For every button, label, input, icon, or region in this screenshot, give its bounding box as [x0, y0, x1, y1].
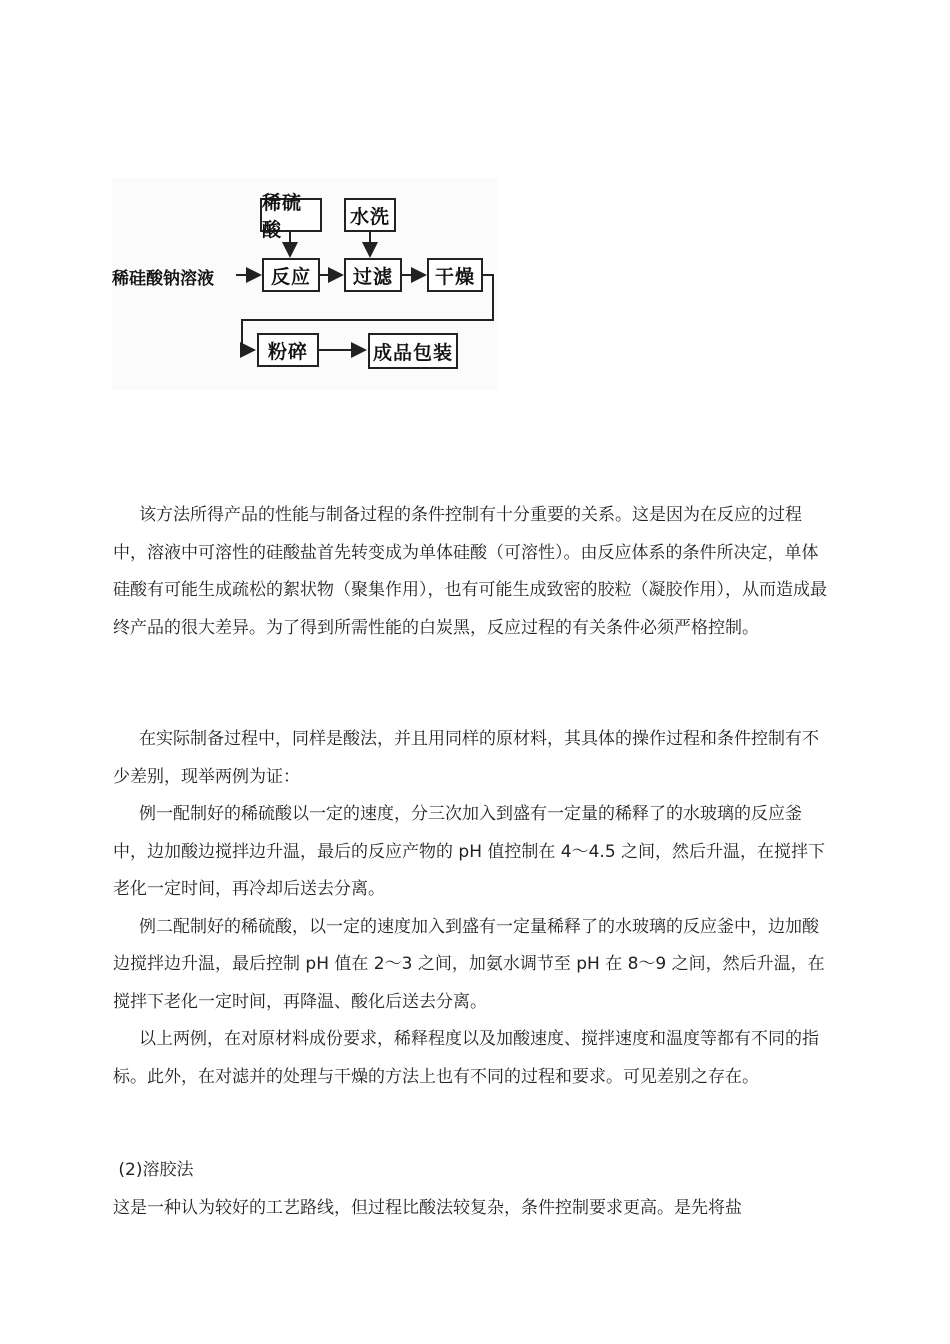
box-dilute-sulfuric-acid: 稀硫酸: [260, 198, 322, 232]
paragraph-sol-gel: 这是一种认为较好的工艺路线，但过程比酸法较复杂，条件控制要求更高。是先将盐: [113, 1198, 742, 1218]
paragraph-example-1: 例一配制好的稀硫酸以一定的速度，分三次加入到盛有一定量的稀释了的水玻璃的反应釜中，边加酸边搅拌边升温，最后的反应产物的 pH 值控制在 4～4.5 之间，然后升温，在搅拌下老化一定时间，再冷却后送去分离。: [113, 804, 826, 899]
input-label: 稀硅酸钠溶液: [112, 269, 214, 289]
box-product-packaging: 成品包装: [368, 333, 458, 369]
process-flowchart: [112, 178, 498, 390]
box-drying: 干燥: [427, 258, 483, 292]
paragraph-intro-examples: 在实际制备过程中，同样是酸法，并且用同样的原材料，其具体的操作过程和条件控制有不少差别，现举两例为证：: [113, 729, 819, 787]
paragraph-block-1: [113, 497, 835, 647]
box-reaction: 反应: [262, 258, 320, 292]
box-water-wash: 水洗: [344, 198, 396, 232]
paragraph-summary: 以上两例，在对原材料成份要求，稀释程度以及加酸速度、搅拌速度和温度等都有不同的指标。此外，在对滤并的处理与干燥的方法上也有不同的过程和要求。可见差别之存在。: [113, 1029, 819, 1087]
paragraph-block-2: [113, 721, 835, 1096]
box-crushing: 粉碎: [257, 333, 319, 367]
paragraph-example-2: 例二配制好的稀硫酸，以一定的速度加入到盛有一定量稀释了的水玻璃的反应釜中，边加酸边搅拌边升温，最后控制 pH 值在 2～3 之间，加氨水调节至 pH 在 8～9 之间，然后升温，在搅拌下老化一定时间，再降温、酸化后送去分离。: [113, 916, 825, 1012]
box-filtration: 过滤: [344, 258, 402, 292]
section-heading-sol-gel: (2)溶胶法: [113, 1160, 194, 1180]
paragraph-conditions: 该方法所得产品的性能与制备过程的条件控制有十分重要的关系。这是因为在反应的过程中，溶液中可溶性的硅酸盐首先转变成为单体硅酸（可溶性）。由反应体系的条件所决定，单体硅酸有可能生成疏松的絮状物（聚集作用），也有可能生成致密的胶粒（凝胶作用），从而造成最终产品的很大差异。为了得到所需性能的白炭黑，反应过程的有关条件必须严格控制。: [113, 505, 827, 638]
